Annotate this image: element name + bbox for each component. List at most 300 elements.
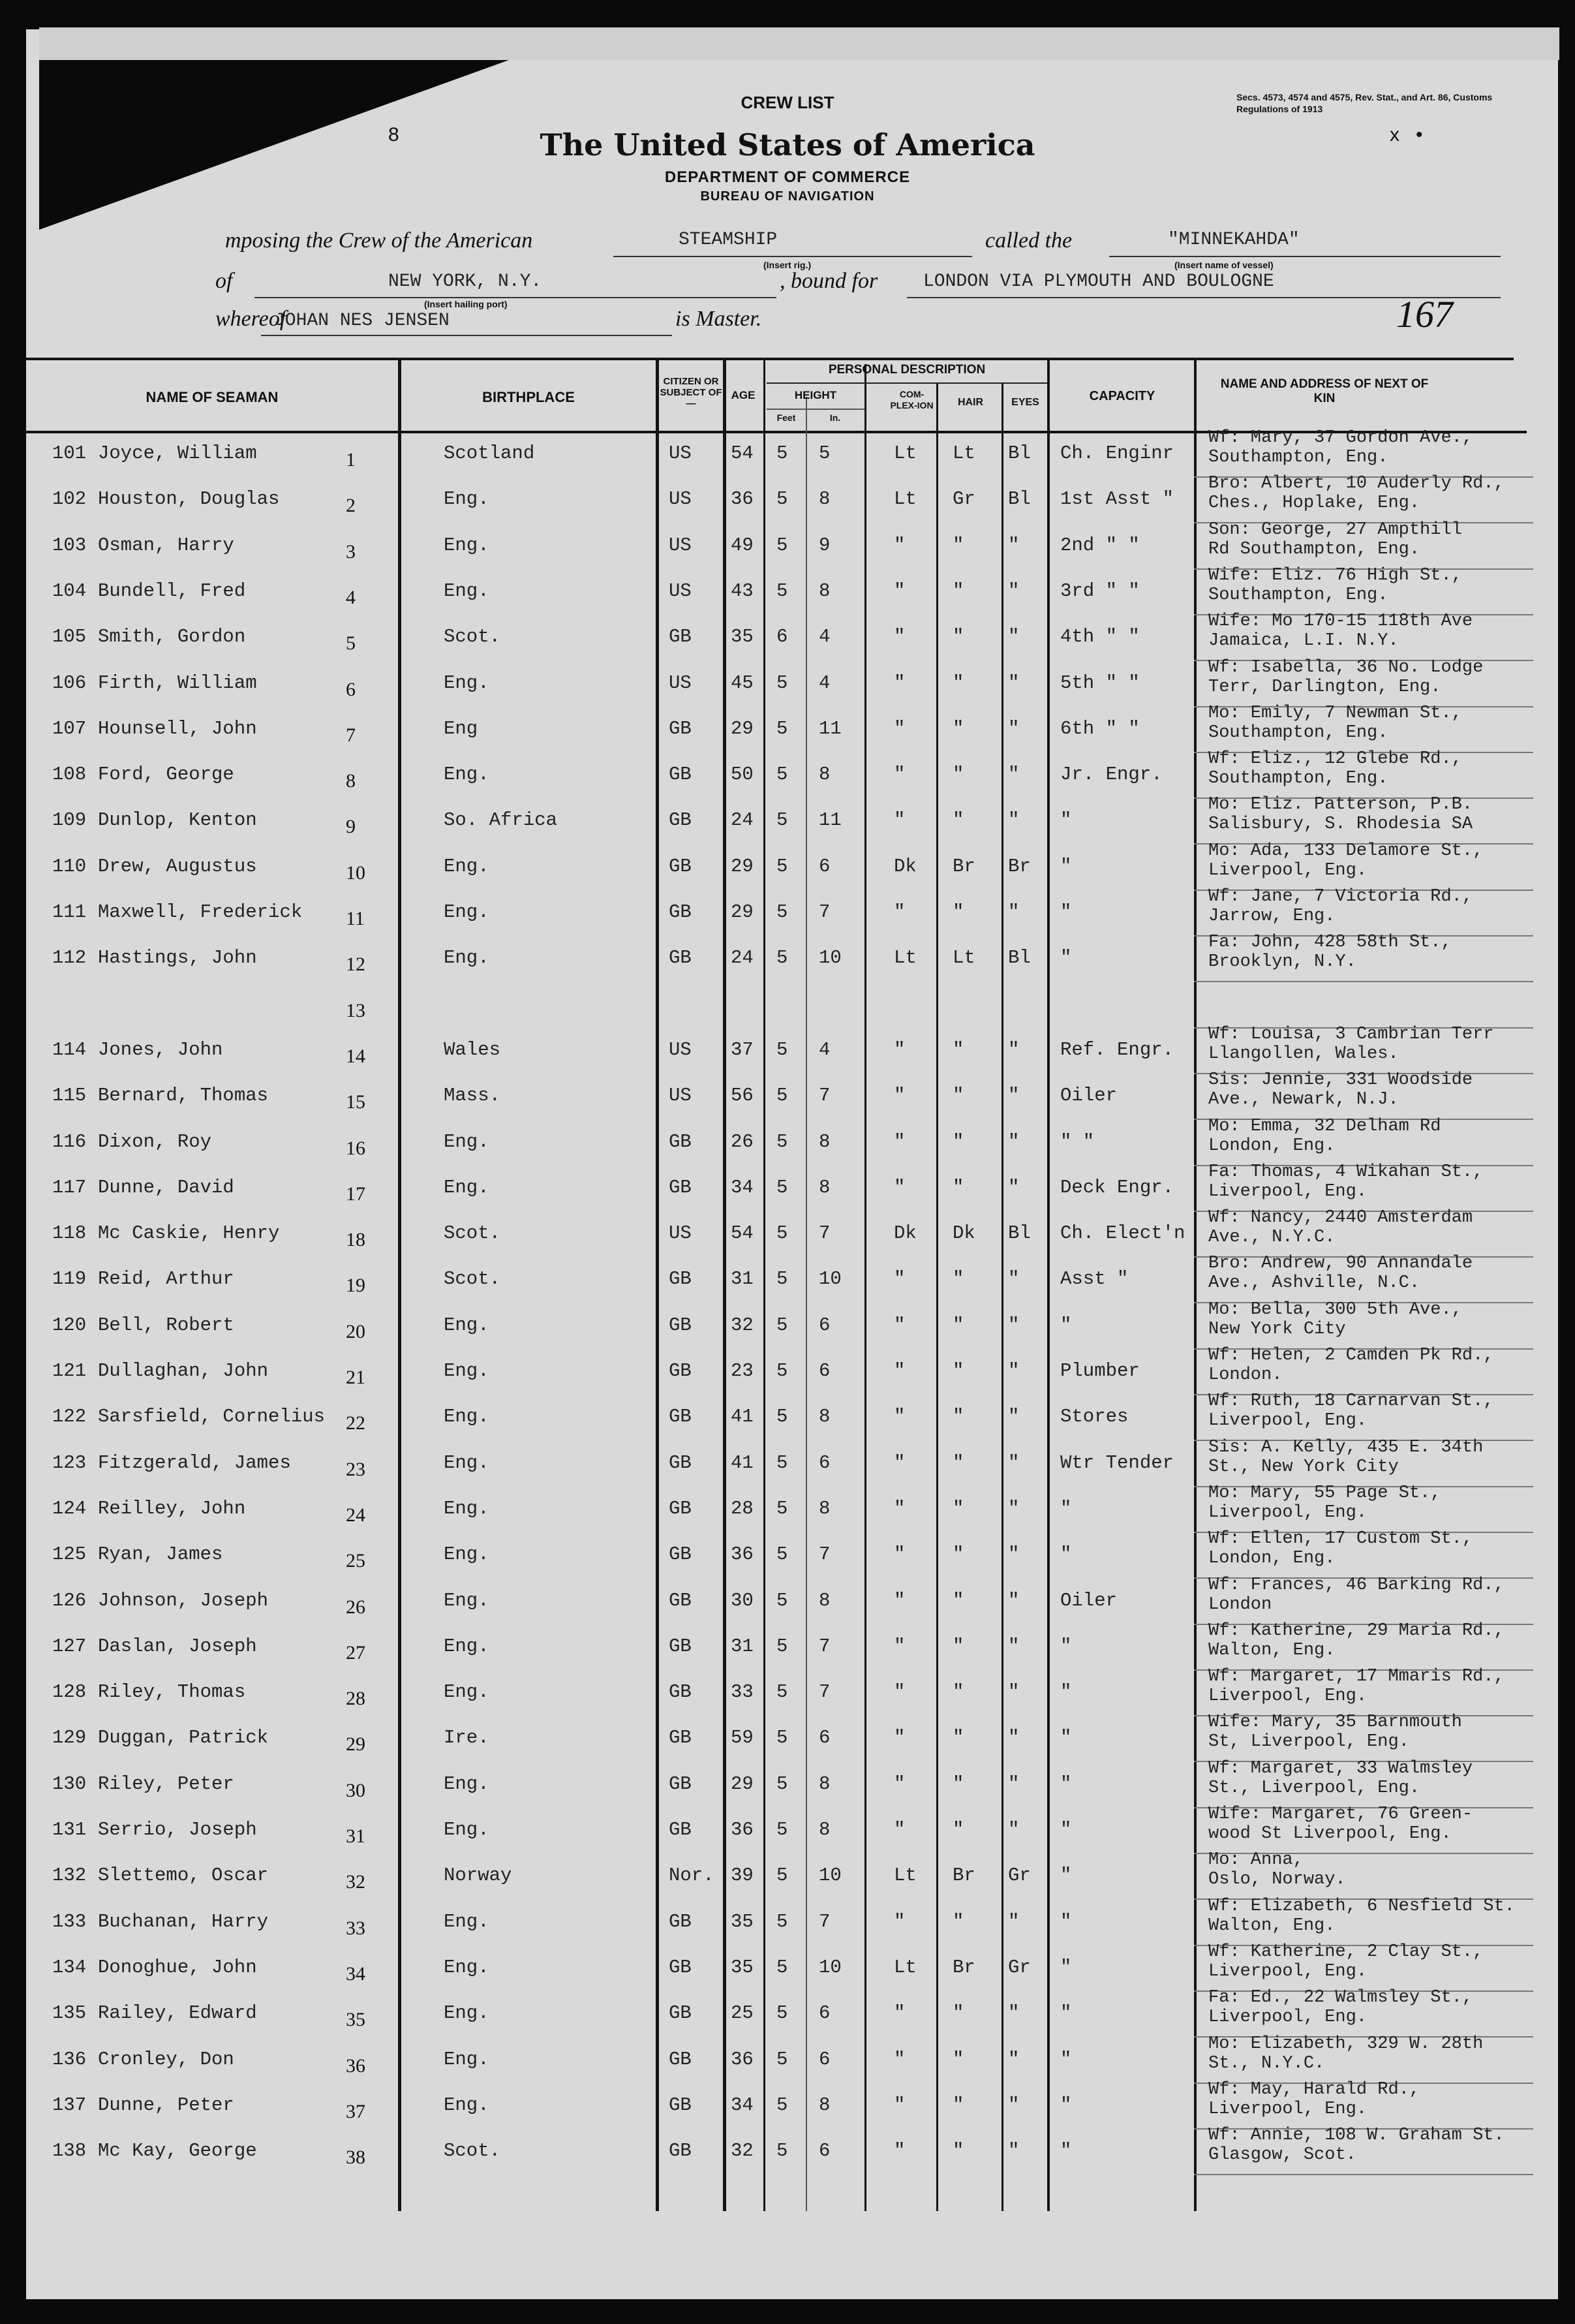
next-of-kin: Mo: Bella, 300 5th Ave., New York City: [1208, 1299, 1462, 1339]
capacity: ": [1060, 1819, 1072, 1840]
height-feet: 5: [776, 855, 788, 877]
complexion: ": [894, 580, 906, 602]
line-number: 36: [346, 2054, 365, 2077]
hair: ": [953, 1727, 964, 1749]
complexion: ": [894, 626, 906, 648]
age: 30: [731, 1589, 754, 1611]
seaman-name: Slettemo, Oscar: [98, 1865, 269, 1887]
left-margin-mark: 8: [388, 124, 399, 146]
row-id: 106: [52, 672, 87, 694]
next-of-kin: Wf: Katherine, 29 Maria Rd., Walton, Eng.: [1208, 1620, 1505, 1660]
next-of-kin: Wf: Elizabeth, 6 Nesfield St. Walton, Eng.: [1208, 1896, 1515, 1936]
eyes: ": [1008, 580, 1020, 602]
hair: ": [953, 1406, 964, 1428]
age: 45: [731, 672, 754, 694]
hair: ": [953, 1543, 964, 1566]
hair: ": [953, 764, 964, 786]
birthplace: Eng.: [444, 1543, 489, 1566]
age: 54: [731, 442, 754, 464]
birthplace: Eng.: [444, 580, 489, 602]
seaman-name: Fitzgerald, James: [98, 1451, 291, 1474]
birthplace: Eng.: [444, 901, 489, 923]
complexion: ": [894, 1176, 906, 1198]
height-feet: 5: [776, 1176, 788, 1198]
eyes: ": [1008, 2140, 1020, 2162]
citizenship: Nor.: [669, 1865, 714, 1887]
line-number: 4: [346, 586, 356, 608]
col-citizen: CITIZEN OR SUBJECT OF—: [660, 376, 722, 409]
next-of-kin: Mo: Emily, 7 Newman St., Southampton, Eng.: [1208, 703, 1462, 743]
seaman-name: Daslan, Joseph: [98, 1635, 257, 1657]
vessel-name: "MINNEKAHDA": [1168, 230, 1300, 250]
line-number: 8: [346, 770, 356, 792]
eyes: ": [1008, 1268, 1020, 1290]
complexion: ": [894, 1085, 906, 1107]
hair: ": [953, 2048, 964, 2070]
capacity: ": [1060, 1314, 1072, 1336]
table-top-rule: [26, 358, 1514, 360]
seaman-name: Maxwell, Frederick: [98, 901, 303, 923]
citizenship: GB: [669, 1130, 692, 1153]
age: 36: [731, 2048, 754, 2070]
birthplace: Ire.: [444, 1727, 489, 1749]
hair: ": [953, 1681, 964, 1703]
eyes: ": [1008, 1819, 1020, 1840]
birthplace: Eng.: [444, 1819, 489, 1840]
complexion: ": [894, 1451, 906, 1474]
height-feet: 5: [776, 1681, 788, 1703]
height-inches: 4: [819, 672, 831, 694]
hair: ": [953, 1360, 964, 1382]
age: 49: [731, 534, 754, 556]
birthplace: Eng.: [444, 764, 489, 786]
height-feet: 5: [776, 2048, 788, 2070]
row-id: 115: [52, 1085, 87, 1107]
birthplace: Eng.: [444, 534, 489, 556]
hair: ": [953, 1497, 964, 1519]
capacity: Plumber: [1060, 1360, 1140, 1382]
row-id: 119: [52, 1268, 87, 1290]
height-inches: 6: [819, 1314, 831, 1336]
capacity: ": [1060, 1865, 1072, 1887]
complexion: ": [894, 1038, 906, 1061]
line-number: 26: [346, 1596, 365, 1618]
citizenship: GB: [669, 1681, 692, 1703]
height-inches: 8: [819, 1819, 831, 1840]
col-divider-cit: [723, 358, 726, 2211]
age: 35: [731, 626, 754, 648]
line-number: 38: [346, 2146, 365, 2169]
age: 31: [731, 1635, 754, 1657]
age: 50: [731, 764, 754, 786]
called-the-label: called the: [985, 228, 1073, 253]
citizenship: GB: [669, 1819, 692, 1840]
eyes: ": [1008, 1038, 1020, 1061]
port-underline: [254, 297, 776, 298]
row-id: 109: [52, 809, 87, 831]
birthplace: Mass.: [444, 1085, 501, 1107]
line3-prefix: whereof: [215, 307, 286, 331]
next-of-kin: Wife: Mary, 35 Barnmouth St, Liverpool, Eng.: [1208, 1712, 1462, 1752]
birthplace: Eng.: [444, 1314, 489, 1336]
height-feet: 5: [776, 488, 788, 510]
citizenship: US: [669, 580, 692, 602]
capacity: ": [1060, 1727, 1072, 1749]
torn-top-strip: [39, 27, 1559, 60]
row-id: 133: [52, 1910, 87, 1932]
height-feet: 5: [776, 1268, 788, 1290]
capacity: ": [1060, 2140, 1072, 2162]
hair: ": [953, 901, 964, 923]
height-feet: 5: [776, 442, 788, 464]
eyes: ": [1008, 1681, 1020, 1703]
line-number: 9: [346, 816, 356, 838]
height-inches: 6: [819, 2048, 831, 2070]
height-feet: 5: [776, 1497, 788, 1519]
line-number: 15: [346, 1091, 365, 1113]
line-number: 5: [346, 632, 356, 655]
citizenship: GB: [669, 1360, 692, 1382]
eyes: ": [1008, 717, 1020, 739]
next-of-kin: Mo: Mary, 55 Page St., Liverpool, Eng.: [1208, 1483, 1441, 1523]
row-id: 121: [52, 1360, 87, 1382]
next-of-kin: Wf: Margaret, 33 Walmsley St., Liverpool, Eng.: [1208, 1758, 1473, 1798]
complexion: ": [894, 1681, 906, 1703]
eyes: ": [1008, 1497, 1020, 1519]
age: 41: [731, 1406, 754, 1428]
line-number: 19: [346, 1275, 365, 1297]
hair: ": [953, 1130, 964, 1153]
line-number: 3: [346, 540, 356, 563]
seaman-name: Hastings, John: [98, 947, 257, 969]
hair: ": [953, 809, 964, 831]
col-divider-eyes: [1047, 358, 1050, 2211]
hair: ": [953, 1819, 964, 1840]
next-of-kin: Bro: Andrew, 90 Annandale Ave., Ashville, N.C.: [1208, 1254, 1473, 1294]
master-underline: [261, 335, 672, 336]
citizenship: GB: [669, 901, 692, 923]
complexion: ": [894, 1773, 906, 1795]
next-of-kin: Fa: Ed., 22 Walmsley St., Liverpool, Eng.: [1208, 1988, 1473, 2028]
citizenship: GB: [669, 1406, 692, 1428]
height-inches: 6: [819, 855, 831, 877]
eyes: ": [1008, 626, 1020, 648]
next-of-kin: Wf: Louisa, 3 Cambrian Terr Llangollen, Wales.: [1208, 1024, 1494, 1064]
seaman-name: Reilley, John: [98, 1497, 246, 1519]
line-number: 30: [346, 1779, 365, 1801]
line-number: 33: [346, 1917, 365, 1939]
col-divider-cap: [1194, 358, 1197, 2211]
height-inches: 10: [819, 1865, 842, 1887]
citizenship: US: [669, 442, 692, 464]
birthplace: Eng.: [444, 1130, 489, 1153]
line2-prefix: of: [215, 269, 233, 293]
eyes: Bl: [1008, 1222, 1031, 1245]
height-feet: 5: [776, 580, 788, 602]
row-id: 101: [52, 442, 87, 464]
rig-value: STEAMSHIP: [679, 230, 778, 250]
citizenship: US: [669, 488, 692, 510]
hair: Lt: [953, 442, 975, 464]
height-feet: 5: [776, 2140, 788, 2162]
line-number: 10: [346, 861, 365, 884]
capacity: ": [1060, 2048, 1072, 2070]
eyes: ": [1008, 1176, 1020, 1198]
eyes: ": [1008, 1773, 1020, 1795]
height-inches: 7: [819, 1681, 831, 1703]
height-feet: 5: [776, 2094, 788, 2116]
complexion: ": [894, 2048, 906, 2070]
height-feet: 5: [776, 1360, 788, 1382]
height-inches: 6: [819, 1727, 831, 1749]
seaman-name: Bernard, Thomas: [98, 1085, 269, 1107]
next-of-kin: Mo: Elizabeth, 329 W. 28th St., N.Y.C.: [1208, 2034, 1484, 2073]
document-title: The United States of America: [540, 127, 1035, 163]
destination: LONDON VIA PLYMOUTH AND BOULOGNE: [923, 271, 1274, 292]
height-inches: 9: [819, 534, 831, 556]
height-inches: 4: [819, 626, 831, 648]
row-id: 138: [52, 2140, 87, 2162]
capacity: Jr. Engr.: [1060, 764, 1163, 786]
seaman-name: Dunlop, Kenton: [98, 809, 257, 831]
complexion: ": [894, 1360, 906, 1382]
complexion: ": [894, 1543, 906, 1566]
complexion: Lt: [894, 947, 917, 969]
age: 39: [731, 1865, 754, 1887]
capacity: 5th " ": [1060, 672, 1140, 694]
complexion: ": [894, 717, 906, 739]
col-eyes: EYES: [1011, 397, 1039, 408]
col-divider-comp: [936, 384, 938, 2211]
seaman-name: Joyce, William: [98, 442, 257, 464]
capacity: ": [1060, 901, 1072, 923]
row-id: 108: [52, 764, 87, 786]
age: 29: [731, 1773, 754, 1795]
line-number: 2: [346, 495, 356, 517]
height-inches: 6: [819, 1360, 831, 1382]
hair: ": [953, 672, 964, 694]
seaman-name: Sarsfield, Cornelius: [98, 1406, 326, 1428]
citizenship: GB: [669, 1956, 692, 1978]
line-number: 22: [346, 1412, 365, 1434]
seaman-name: Dunne, David: [98, 1176, 234, 1198]
height-inches: 7: [819, 1085, 831, 1107]
line-number: 27: [346, 1641, 365, 1664]
citizenship: GB: [669, 1773, 692, 1795]
next-of-kin: Bro: Albert, 10 Auderly Rd., Ches., Hoplake, Eng.: [1208, 474, 1505, 514]
row-id: 135: [52, 2002, 87, 2024]
col-divider-in: [864, 364, 866, 2211]
hair: ": [953, 717, 964, 739]
age: 24: [731, 809, 754, 831]
eyes: ": [1008, 2002, 1020, 2024]
age: 34: [731, 1176, 754, 1198]
birthplace: Eng.: [444, 488, 489, 510]
next-of-kin: Mo: Ada, 133 Delamore St., Liverpool, Eng.: [1208, 841, 1484, 880]
corner-marks: x •: [1390, 124, 1423, 146]
row-id: 111: [52, 901, 87, 923]
birthplace: Wales: [444, 1038, 501, 1061]
height-inches: 7: [819, 901, 831, 923]
height-inches: 10: [819, 947, 842, 969]
height-feet: 5: [776, 1589, 788, 1611]
height-feet: 5: [776, 1222, 788, 1245]
hair: ": [953, 1773, 964, 1795]
age: 29: [731, 855, 754, 877]
birthplace: Scotland: [444, 442, 535, 464]
col-divider-hair: [1002, 384, 1003, 2211]
complexion: Lt: [894, 1865, 917, 1887]
line-number: 1: [346, 449, 356, 471]
col-height: HEIGHT: [794, 389, 837, 401]
citizenship: GB: [669, 1314, 692, 1336]
row-rule: [1194, 981, 1533, 982]
line-number: 25: [346, 1550, 365, 1572]
height-feet: 5: [776, 1635, 788, 1657]
eyes: ": [1008, 1360, 1020, 1382]
age: 31: [731, 1268, 754, 1290]
statute-reference: Secs. 4573, 4574 and 4575, Rev. Stat., and Art. 86, Customs Regulations of 1913: [1236, 92, 1493, 114]
line-number: 11: [346, 908, 365, 929]
next-of-kin: Wf: Helen, 2 Camden Pk Rd., London.: [1208, 1346, 1494, 1385]
col-divider-age: [763, 358, 765, 2211]
age: 32: [731, 2140, 754, 2162]
rig-underline: [613, 256, 972, 257]
complexion: Dk: [894, 1222, 917, 1245]
birthplace: Eng.: [444, 2048, 489, 2070]
eyes: Gr: [1008, 1865, 1031, 1887]
height-feet: 5: [776, 901, 788, 923]
height-feet: 5: [776, 1773, 788, 1795]
seaman-name: Osman, Harry: [98, 534, 234, 556]
next-of-kin: Fa: Thomas, 4 Wikahan St., Liverpool, Eng.: [1208, 1162, 1484, 1201]
age: 28: [731, 1497, 754, 1519]
eyes: ": [1008, 1910, 1020, 1932]
complexion: ": [894, 1314, 906, 1336]
height-feet: 5: [776, 534, 788, 556]
citizenship: GB: [669, 2048, 692, 2070]
capacity: ": [1060, 855, 1072, 877]
eyes: ": [1008, 2048, 1020, 2070]
height-feet: 5: [776, 672, 788, 694]
capacity: ": [1060, 1956, 1072, 1978]
row-id: 120: [52, 1314, 87, 1336]
birthplace: Eng: [444, 717, 478, 739]
eyes: ": [1008, 901, 1020, 923]
seaman-name: Riley, Thomas: [98, 1681, 246, 1703]
seaman-name: Dunne, Peter: [98, 2094, 234, 2116]
citizenship: GB: [669, 1176, 692, 1198]
complexion: ": [894, 2002, 906, 2024]
height-feet: 5: [776, 1727, 788, 1749]
capacity: 1st Asst ": [1060, 488, 1174, 510]
row-id: 128: [52, 1681, 87, 1703]
line-number: 18: [346, 1229, 365, 1251]
eyes: ": [1008, 1130, 1020, 1153]
age: 59: [731, 1727, 754, 1749]
complexion: Lt: [894, 442, 917, 464]
capacity: 4th " ": [1060, 626, 1140, 648]
capacity: ": [1060, 1497, 1072, 1519]
birthplace: Eng.: [444, 947, 489, 969]
row-id: 110: [52, 855, 87, 877]
eyes: Br: [1008, 855, 1031, 877]
height-inches: 8: [819, 1130, 831, 1153]
rig-hint: (Insert rig.): [763, 260, 812, 270]
eyes: ": [1008, 764, 1020, 786]
height-inches: 5: [819, 442, 831, 464]
capacity: ": [1060, 1543, 1072, 1566]
height-feet: 5: [776, 1956, 788, 1978]
birthplace: Eng.: [444, 2094, 489, 2116]
capacity: Oiler: [1060, 1085, 1118, 1107]
line-number: 23: [346, 1458, 365, 1480]
row-id: 118: [52, 1222, 87, 1245]
height-inches: 8: [819, 488, 831, 510]
citizenship: GB: [669, 947, 692, 969]
eyes: ": [1008, 1543, 1020, 1566]
seaman-name: Reid, Arthur: [98, 1268, 234, 1290]
row-id: 124: [52, 1497, 87, 1519]
col-hair: HAIR: [957, 397, 984, 408]
age: 32: [731, 1314, 754, 1336]
capacity: 6th " ": [1060, 717, 1140, 739]
height-feet: 5: [776, 2002, 788, 2024]
form-title: CREW LIST: [741, 93, 834, 112]
birthplace: Eng.: [444, 1497, 489, 1519]
seaman-name: Jones, John: [98, 1038, 223, 1061]
bound-for-label: , bound for: [780, 269, 878, 293]
height-inches: 4: [819, 1038, 831, 1061]
capacity: ": [1060, 2002, 1072, 2024]
next-of-kin: Wf: Eliz., 12 Glebe Rd., Southampton, Eng.: [1208, 749, 1462, 789]
seaman-name: Ryan, James: [98, 1543, 223, 1566]
birthplace: Scot.: [444, 2140, 501, 2162]
citizenship: GB: [669, 2140, 692, 2162]
row-id: 127: [52, 1635, 87, 1657]
seaman-name: Mc Caskie, Henry: [98, 1222, 280, 1245]
capacity: Asst ": [1060, 1268, 1129, 1290]
seaman-name: Bell, Robert: [98, 1314, 234, 1336]
capacity: Ref. Engr.: [1060, 1038, 1174, 1061]
next-of-kin: Mo: Eliz. Patterson, P.B. Salisbury, S. Rhodesia SA: [1208, 795, 1473, 835]
capacity: ": [1060, 1635, 1072, 1657]
hair: ": [953, 626, 964, 648]
height-feet: 5: [776, 1543, 788, 1566]
line-number: 7: [346, 724, 356, 746]
height-inches: 11: [819, 717, 842, 739]
complexion: ": [894, 764, 906, 786]
hair: ": [953, 1268, 964, 1290]
capacity: ": [1060, 1773, 1072, 1795]
next-of-kin: Wife: Mo 170-15 118th Ave Jamaica, L.I. N.Y.: [1208, 612, 1473, 651]
col-birthplace: BIRTHPLACE: [482, 389, 575, 405]
citizenship: GB: [669, 764, 692, 786]
seaman-name: Firth, William: [98, 672, 257, 694]
citizenship: GB: [669, 1727, 692, 1749]
height-inches: 7: [819, 1910, 831, 1932]
height-inches: 6: [819, 1451, 831, 1474]
col-divider-birth: [656, 358, 659, 2211]
height-inches: 8: [819, 1497, 831, 1519]
birthplace: Eng.: [444, 1681, 489, 1703]
height-feet: 5: [776, 1314, 788, 1336]
row-id: 123: [52, 1451, 87, 1474]
capacity: ": [1060, 2094, 1072, 2116]
line-number: 28: [346, 1688, 365, 1710]
height-feet: 5: [776, 1038, 788, 1061]
hair: Gr: [953, 488, 975, 510]
